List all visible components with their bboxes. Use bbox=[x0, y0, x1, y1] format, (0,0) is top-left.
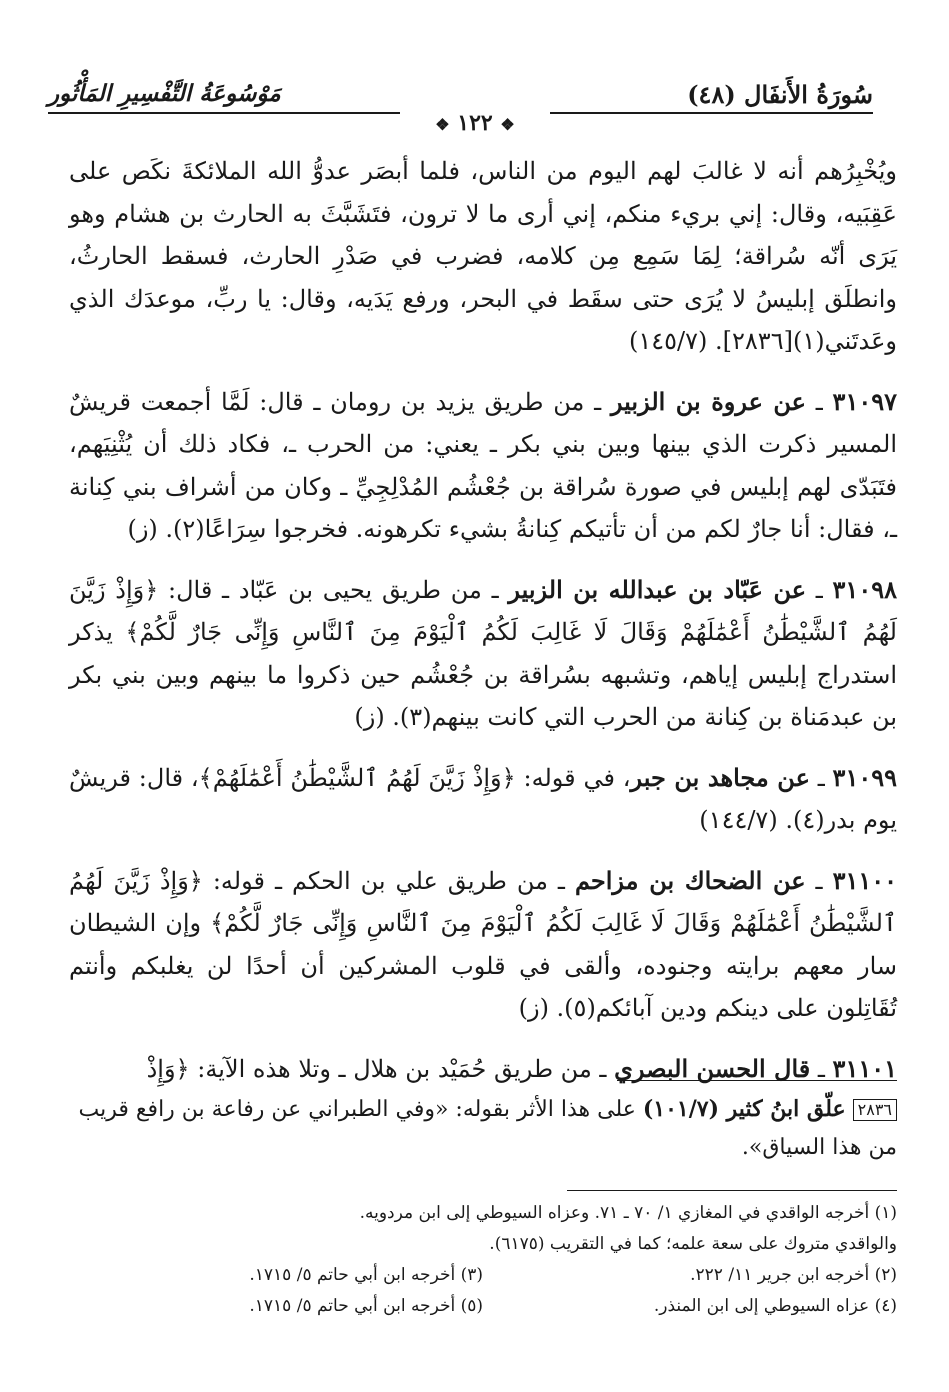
narration-text: ـ من طريق حُمَيْد بن هلال ـ وتلا هذه الآية: ﴿وَإِذْ bbox=[146, 1054, 615, 1083]
narration-31101: ٣١١٠١ ـ قال الحسن البصري ـ من طريق حُمَيْد بن هلال ـ وتلا هذه الآية: ﴿وَإِذْ bbox=[146, 1053, 897, 1083]
footnote-4: (٤) عزاه السيوطي إلى ابن المنذر. bbox=[653, 1296, 897, 1316]
ornament-left-icon: ❖ bbox=[435, 115, 450, 134]
narration-number: ٣١١٠١ bbox=[832, 1053, 897, 1083]
comment-divider bbox=[617, 1080, 897, 1081]
footnotes bbox=[69, 1198, 897, 1322]
narrator-name: عن مجاهد بن جبر bbox=[630, 762, 810, 792]
page-number-block bbox=[400, 110, 550, 136]
narration-text: ـ من طريق علي بن الحكم ـ قوله: ﴿وَإِذْ زَيَّنَ لَهُمُ ٱلشَّيْطَٰنُ أَعْمَٰلَهُمْ وَقَالَ لَا غَالِبَ لَكُمُ ٱلْيَوْمَ مِنَ ٱلنَّاسِ وَإِنِّى جَارٌ لَّكُمْ﴾ وإن الشيطان سار معهم برايته وجنوده، وألقى في قلوب المشركين أن أحدًا لن يغلبكم وأنتم تُقَاتِلون على دينكم ودين آبائكم(٥). (ز) bbox=[69, 866, 897, 1022]
narrator-name: عن عَبّاد بن عبدالله بن الزبير bbox=[508, 574, 807, 604]
narrator-name: عن الضحاك بن مزاحم bbox=[574, 865, 806, 895]
narration-number: ٣١٠٩٨ bbox=[832, 574, 897, 604]
page-number: ١٢٢ bbox=[457, 110, 493, 136]
comment-lead: علّق ابنُ كثير (١٠١/٧) bbox=[642, 1096, 846, 1122]
narration-text: ، في قوله: ﴿وَإِذْ زَيَّنَ لَهُمُ ٱلشَّيْطَٰنُ أَعْمَٰلَهُمْ﴾، قال: قريشٌ يوم بدر(٤). (١٤٤/٧) bbox=[69, 763, 897, 834]
page-header bbox=[48, 72, 873, 112]
footnote-1: (١) أخرجه الواقدي في المغازي ١/ ٧٠ ـ ٧١. وعزاه السيوطي إلى ابن مردويه. bbox=[359, 1203, 897, 1223]
narrator-name: عن عروة بن الزبير bbox=[610, 386, 807, 416]
footnote-row bbox=[69, 1260, 897, 1291]
narration-31100: ٣١١٠٠ ـ عن الضحاك بن مزاحم ـ من طريق علي بن الحكم ـ قوله: ﴿وَإِذْ زَيَّنَ لَهُمُ ٱلشَّيْطَٰنُ أَعْمَٰلَهُمْ وَقَالَ لَا غَالِبَ لَكُمُ ٱلْيَوْمَ مِنَ ٱلنَّاسِ وَإِنِّى جَارٌ لَّكُمْ﴾ وإن الشيطان سار معهم برايته وجنوده، وألقى في قلوب المشركين أن أحدًا لن يغلبكم وأنتم تُقَاتِلون على دينكم ودين آبائكم(٥). (ز) bbox=[69, 865, 898, 1022]
comment-text: على هذا الأثر بقوله: «وفي الطبراني عن رفاعة بن رافع قريب من هذا السياق». bbox=[78, 1097, 897, 1160]
narrator-name: قال الحسن البصري bbox=[614, 1053, 811, 1083]
editorial-comment bbox=[69, 1090, 897, 1167]
continued-paragraph: ويُخْبِرُهم أنه لا غالبَ لهم اليوم من الناس، فلما أبصَر عدوُّ الله الملائكةَ نكَص على عَقِبَيه، وقال: إني بريء منكم، إني أرى ما لا ترون، فتَشَبَّثَ به الحارث بن هشام وهو يَرَى أنّه سُراقة؛ لِمَا سَمِع مِن كلامه، فضرب في صَدْرِ الحارث، فسقط الحارثُ، وانطلَق إبليسُ لا يُرَى حتى سقَط في البحر، ورفع يَدَيه، وقال: يا ربِّ، موعدَك الذي وعَدتَني(١)[٢٨٣٦]. (١٤٥/٧) bbox=[69, 157, 898, 355]
narration-number: ٣١١٠٠ bbox=[832, 865, 898, 895]
narration-31098: ٣١٠٩٨ ـ عن عَبّاد بن عبدالله بن الزبير ـ من طريق يحيى بن عَبّاد ـ قال: ﴿وَإِذْ زَيَّنَ لَهُمُ ٱلشَّيْطَٰنُ أَعْمَٰلَهُمْ وَقَالَ لَا غَالِبَ لَكُمُ ٱلْيَوْمَ مِنَ ٱلنَّاسِ وَإِنِّى جَارٌ لَّكُمْ﴾ يذكر استدراج إبليس إياهم، وتشبهه بسُراقة بن جُعْشُم حين ذكروا ما بينهم وبين بني بكر بن عبدمَناة بن كِنانة من الحرب التي كانت بينهم(٣). (ز) bbox=[69, 574, 898, 731]
series-title: مَوْسُوعَةُ التَّفْسِيرِ المَأْثُور bbox=[48, 80, 281, 107]
footnote-1-note: والواقدي متروك على سعة علمه؛ كما في التقريب (٦١٧٥). bbox=[489, 1234, 897, 1254]
comment-ref-box: ٢٨٣٦ bbox=[853, 1099, 897, 1121]
main-text bbox=[69, 150, 897, 1108]
narration-text: ـ من طريق يحيى بن عَبّاد ـ قال: ﴿وَإِذْ زَيَّنَ لَهُمُ ٱلشَّيْطَٰنُ أَعْمَٰلَهُمْ وَقَالَ لَا غَالِبَ لَكُمُ ٱلْيَوْمَ مِنَ ٱلنَّاسِ وَإِنِّى جَارٌ لَّكُمْ﴾ يذكر استدراج إبليس إياهم، وتشبهه بسُراقة بن جُعْشُم حين ذكروا ما بينهم وبين بني بكر بن عبدمَناة بن كِنانة من الحرب التي كانت بينهم(٣). (ز) bbox=[69, 575, 898, 731]
narration-number: ٣١٠٩٧ bbox=[832, 386, 897, 416]
footnotes-divider bbox=[567, 1190, 897, 1191]
footnote-row bbox=[69, 1291, 897, 1322]
narration-text: ـ من طريق يزيد بن رومان ـ قال: لَمَّا أجمعت قريشٌ المسير ذكرت الذي بينها وبين بني بكر ـ يعني: من الحرب ـ، فكاد ذلك أن يُثْنِيَهم، فتَبَدّى لهم إبليس في صورة سُراقة بن جُعْشُم المُدْلِجِيِّ ـ وكان من أشراف بني كِنانة ـ، فقال: أنا جارٌ لكم من أن تأتيكم كِنانةُ بشيء تكرهونه. فخرجوا سِرَاعًا(٢). (ز) bbox=[69, 387, 897, 543]
narration-31099: ٣١٠٩٩ ـ عن مجاهد بن جبر، في قوله: ﴿وَإِذْ زَيَّنَ لَهُمُ ٱلشَّيْطَٰنُ أَعْمَٰلَهُمْ﴾، قال: قريشٌ يوم بدر(٤). (١٤٤/٧) bbox=[69, 762, 897, 834]
surah-title: سُورَةُ الأَنفَال (٤٨) bbox=[687, 80, 873, 109]
narration-31097: ٣١٠٩٧ ـ عن عروة بن الزبير ـ من طريق يزيد بن رومان ـ قال: لَمَّا أجمعت قريشٌ المسير ذكرت الذي بينها وبين بني بكر ـ يعني: من الحرب ـ، فكاد ذلك أن يُثْنِيَهم، فتَبَدّى لهم إبليس في صورة سُراقة بن جُعْشُم المُدْلِجِيِّ ـ وكان من أشراف بني كِنانة ـ، فقال: أنا جارٌ لكم من أن تأتيكم كِنانةُ بشيء تكرهونه. فخرجوا سِرَاعًا(٢). (ز) bbox=[69, 386, 897, 543]
footnote-2: (٢) أخرجه ابن جرير ١١/ ٢٢٢. bbox=[690, 1265, 897, 1285]
footnote-5: (٥) أخرجه ابن أبي حاتم ٥/ ١٧١٥. bbox=[249, 1296, 483, 1316]
footnote-3: (٣) أخرجه ابن أبي حاتم ٥/ ١٧١٥. bbox=[249, 1265, 483, 1285]
ornament-right-icon: ❖ bbox=[500, 115, 515, 134]
narration-number: ٣١٠٩٩ bbox=[832, 762, 897, 792]
